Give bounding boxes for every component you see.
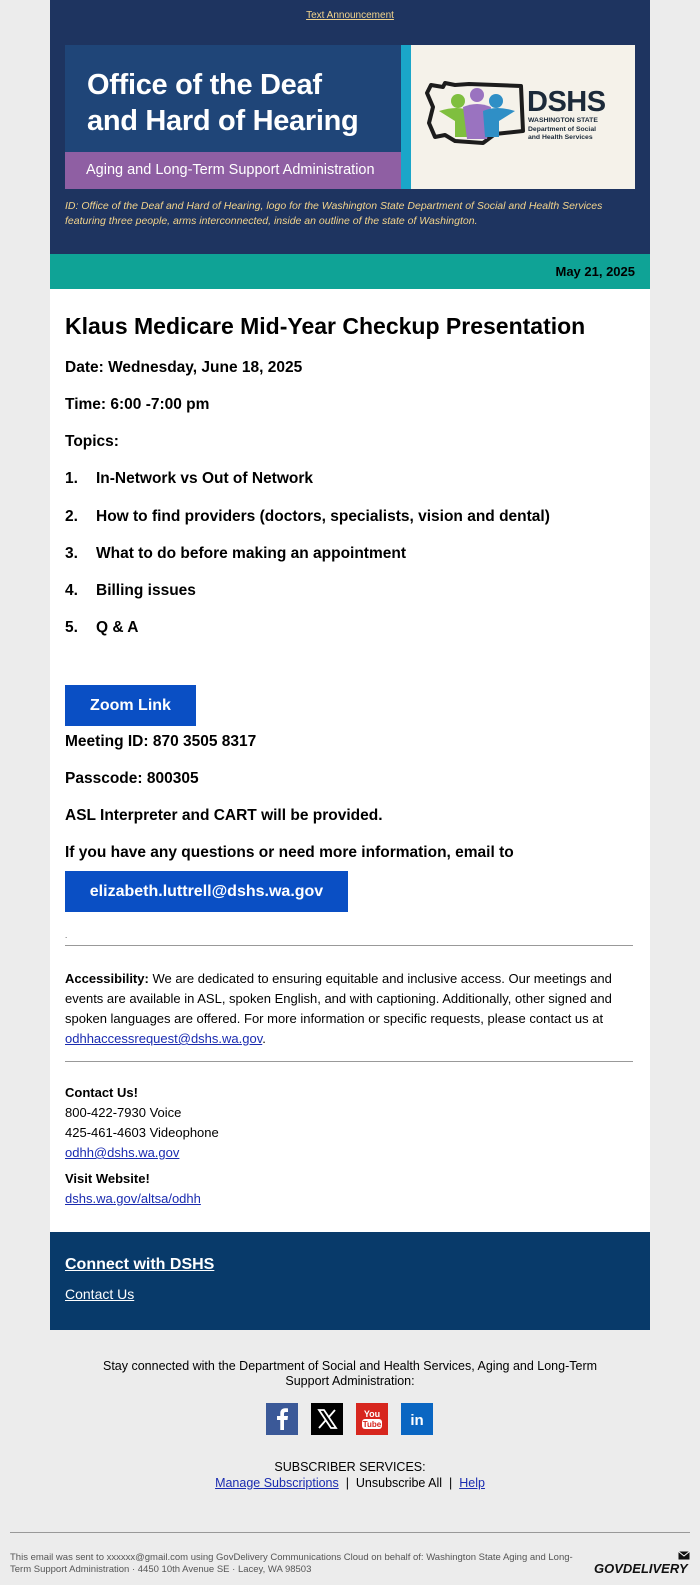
accessibility-end: . — [262, 1031, 266, 1046]
accessibility-statement — [65, 969, 633, 1049]
topics-label: Topics: — [65, 433, 119, 450]
email-body — [50, 0, 650, 1330]
facebook-icon[interactable] — [266, 1403, 298, 1435]
passcode: Passcode: 800305 — [65, 770, 199, 787]
questions-text: If you have any questions or need more information, email to — [65, 844, 514, 861]
divider — [65, 945, 633, 946]
contact-block — [65, 1083, 219, 1163]
svg-text:Tube: Tube — [362, 1420, 382, 1429]
logo-small-line-2: Department of Social — [528, 125, 596, 133]
website-link[interactable]: dshs.wa.gov/altsa/odhh — [65, 1191, 201, 1206]
help-link[interactable]: Help — [459, 1476, 485, 1490]
linkedin-icon[interactable] — [401, 1403, 433, 1435]
banner-title-line-2: and Hard of Hearing — [87, 105, 359, 137]
stay-connected-text: Stay connected with the Department of Social and Health Services, Aging and Long-Term Support Administration: — [102, 1359, 598, 1388]
contact-heading: Contact Us! — [65, 1085, 138, 1100]
separator: | — [345, 1476, 349, 1490]
event-title: Klaus Medicare Mid-Year Checkup Presentation — [65, 313, 586, 339]
logo-small-line-3: and Health Services — [528, 134, 593, 141]
manage-subscriptions-link[interactable]: Manage Subscriptions — [215, 1476, 339, 1490]
logo-small-line-1: WASHINGTON STATE — [528, 117, 598, 124]
zoom-link-button[interactable]: Zoom Link — [65, 685, 196, 726]
fine-print: This email was sent to xxxxxx@gmail.com using GovDelivery Communications Cloud on behalf of: Washington State Aging and Long-Term Support Administration · 4450 10th Avenue SE · Lacey, WA 98503 — [10, 1552, 573, 1575]
event-time: Time: 6:00 -7:00 pm — [65, 396, 210, 413]
separator: | — [449, 1476, 453, 1490]
voice-number: 800-422-7930 Voice — [65, 1105, 182, 1120]
washington-people-icon — [425, 81, 525, 151]
header — [50, 0, 650, 254]
topic-item: In-Network vs Out of Network — [96, 470, 314, 487]
topic-number: 4. — [65, 582, 78, 599]
banner-subtitle: Aging and Long-Term Support Administration — [65, 152, 401, 189]
youtube-glyph — [356, 1403, 388, 1435]
dshs-logo-text: DSHS — [527, 86, 606, 118]
dot: . — [65, 931, 68, 940]
banner-title-line-1: Office of the Deaf — [87, 69, 322, 101]
x-glyph — [311, 1403, 343, 1435]
dshs-logo-subtext — [528, 117, 598, 143]
topic-item: Billing issues — [96, 582, 196, 599]
facebook-glyph — [266, 1403, 298, 1435]
svg-text:You: You — [363, 1409, 381, 1419]
banner-title-panel — [65, 45, 401, 189]
connect-with-dshs-link[interactable]: Connect with DSHS — [65, 1256, 215, 1273]
odhh-email-link[interactable]: odhh@dshs.wa.gov — [65, 1145, 180, 1160]
svg-text:in: in — [410, 1412, 424, 1429]
website-block — [65, 1169, 201, 1209]
topic-number: 1. — [65, 470, 78, 487]
meeting-id: Meeting ID: 870 3505 8317 — [65, 733, 257, 750]
topic-item: Q & A — [96, 619, 139, 636]
event-date: Date: Wednesday, June 18, 2025 — [65, 359, 303, 376]
connect-footer — [50, 1232, 650, 1330]
subscriber-services-label: SUBSCRIBER SERVICES: — [274, 1460, 426, 1474]
envelope-icon — [678, 1551, 690, 1560]
date-bar: May 21, 2025 — [50, 254, 650, 289]
website-heading: Visit Website! — [65, 1171, 150, 1186]
topic-number: 5. — [65, 619, 78, 636]
subscriber-links — [0, 1476, 700, 1490]
topic-number: 2. — [65, 508, 78, 525]
banner-stripe — [401, 45, 411, 189]
contact-us-link[interactable]: Contact Us — [65, 1286, 135, 1302]
topic-number: 3. — [65, 545, 78, 562]
topic-item: How to find providers (doctors, specialists, vision and dental) — [96, 508, 550, 525]
videophone-number: 425-461-4603 Videophone — [65, 1125, 219, 1140]
email-contact-button[interactable]: elizabeth.luttrell@dshs.wa.gov — [65, 871, 348, 912]
divider — [65, 1061, 633, 1062]
footer-divider — [10, 1532, 690, 1533]
text-announcement-link[interactable]: Text Announcement — [306, 10, 394, 21]
banner-image — [65, 45, 635, 189]
topic-item: What to do before making an appointment — [96, 545, 406, 562]
accessibility-text: We are dedicated to ensuring equitable and inclusive access. Our meetings and events are available in ASL, spoken English, and with captioning. Additionally, other signed and spoken languages are offered. For more information or specific requests, please contact us at — [65, 971, 612, 1026]
youtube-icon[interactable] — [356, 1403, 388, 1435]
asl-notice: ASL Interpreter and CART will be provided. — [65, 807, 383, 824]
banner-title — [87, 67, 358, 139]
access-request-email-link[interactable]: odhhaccessrequest@dshs.wa.gov — [65, 1031, 263, 1046]
accessibility-label: Accessibility: — [65, 971, 149, 986]
unsubscribe-all-link[interactable]: Unsubscribe All — [355, 1476, 443, 1490]
image-description: ID: Office of the Deaf and Hard of Hearing, logo for the Washington State Department of Social and Health Services featuring three people, arms interconnected, inside an outline of the state of Washington. — [65, 200, 603, 227]
govdelivery-logo[interactable]: GOVDELIVERY — [594, 1561, 688, 1576]
x-icon[interactable] — [311, 1403, 343, 1435]
main-content — [50, 289, 650, 1232]
linkedin-glyph — [401, 1403, 433, 1435]
dshs-logo — [411, 45, 635, 189]
